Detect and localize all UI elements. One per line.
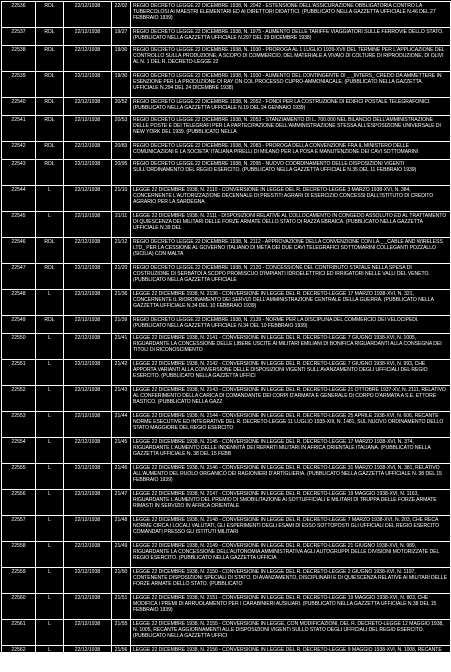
record-date: 22/12/1938 [64, 542, 112, 568]
record-page: 21/36 [112, 290, 131, 316]
record-page: 21/42 [112, 360, 131, 386]
record-date: 22/12/1938 [64, 646, 112, 672]
table-row [2, 568, 451, 594]
record-type: RDL [36, 264, 64, 290]
table-row [2, 360, 451, 386]
record-page: 20/95 [112, 160, 131, 186]
record-date: 22/12/1938 [64, 568, 112, 594]
record-number: 22553 [2, 412, 36, 438]
record-description: LEGGE 22 DICEMBRE 1938, N. 2111 - DISPOSIZIONI RELATIVE AL COLLOCAMENTO IN CONGEDO ASSOLUTO ED AL TRATTAMENTO DI QUIESCENZA DEI MILITARI DELLE FORZE ARMATE DELLO STATO DI RAZZA EBRAICA. (PUBBLICATO NELLA GAZZETTA UFFICIALE N.39 DEL [131, 212, 451, 238]
record-number: 22544 [2, 186, 36, 212]
record-type: RDL [36, 28, 64, 46]
record-page: 21/46 [112, 464, 131, 490]
record-description: REGIO DECRETO LEGGE 22 DICEMBRE 1938, N. 2052 - FONDI PER LA COSTRUZIONE DI EDIFICI POSTALE TELEGRAFONICI. (PUBBLICATO NELLA GAZZETTA UFFICIALE N.19 DEL 24 GENNAIO 1939) [131, 98, 451, 116]
record-type: RDL [36, 160, 64, 186]
record-number: 22550 [2, 334, 36, 360]
record-description: LEGGE 22 DICEMBRE 1938, N. 2147 - CONVERSIONE IN LEGGE DEL R. DECRETO-LEGGE 19 MAGGIO 1938-XVI, N. 1163, RIGUARDANTE L'AUMENTO DEL PREMIO DI SMOBILITAZIONE AI SOTTUFFICIALI E MILITARI DI TRUPPA DELLE FORZE ARMATE RIMASTI IN SERVIZIO IN AFRICA ORIENTALE [131, 490, 451, 516]
record-number: 22559 [2, 568, 36, 594]
record-type: L [36, 386, 64, 412]
record-type: L [36, 334, 64, 360]
record-number: 22540 [2, 98, 36, 116]
record-description: LEGGE 22 DICEMBRE 1938, N. 2141 - CONVERSIONE IN LEGGE DEL R. DECRETO-LEGGE 7 GIUGNO 1938-XVI, N. 1005, RIGUARDANTE LA CONCESSIONE DELLE LIBERE USCITE AI MILITARI EMILIANI DI BONIFICA RIGUARDANTI ALLA CONSEGNA DEI TITOLI DI RICONOSCIMENTO [131, 334, 451, 360]
record-date: 22/12/1938 [64, 360, 112, 386]
record-page: 21/43 [112, 386, 131, 412]
table-row [2, 290, 451, 316]
record-date: 22/12/1938 [64, 212, 112, 238]
record-date: 22/12/1938 [64, 412, 112, 438]
record-type: L [36, 212, 64, 238]
record-date: 22/12/1938 [64, 386, 112, 412]
record-type: RDL [36, 2, 64, 28]
record-number: 22560 [2, 594, 36, 620]
record-description: LEGGE 22 DICEMBRE 1938, N. 2110 - CONVERSIONE IN LEGGE DEL R. DECRETO-LEGGE 3 MARZO 1938-XVI, N. 384, CONCERNENTE L'AUTORIZZAZIONE DECENNALE DI PRESTITI AGRARI DI ESERCIZIO CONCESSI DALL'ISTITUTO DI CREDITO AGRARIO PER LA SARDEGNA [131, 186, 451, 212]
record-date: 22/12/1938 [64, 464, 112, 490]
record-description: LEGGE 22 DICEMBRE 1938, N. 2155 - CONVERSIONE IN LEGGE, CON MODIFICAZIONI, DEL R. DECRETO-LEGGE 12 MAGGIO 1938, N. 1005, RECANTE AGGIORNAMENTI ALLE DISPOSIZIONI VIGENTI SULLO STATO DEGLI UFFICIALI DEL REGIO ESERCITO. (PUBBLICATO NELLA GAZZETTA UFFICI [131, 620, 451, 646]
record-description: LEGGE 22 DICEMBRE 1938, N. 2149 - CONVERSIONE IN LEGGE DEL R. DECRETO-LEGGE 21 GIUGNO 1938-XVI, N. 989, RIGUARDANTE LA CONCESSIONE DELL'AUTONOMIA AMMINISTRATIVA AGLI AUTOGRUPPI DELLE DIVISIONI MOTORIZZATE DEL REGIO ESERCITO. (PUBBLICATO NELLA GAZZETTA UFFICIA [131, 542, 451, 568]
record-type: L [36, 360, 64, 386]
record-number: 22543 [2, 160, 36, 186]
record-number: 22554 [2, 438, 36, 464]
record-date: 22/12/1938 [64, 160, 112, 186]
table-row [2, 28, 451, 46]
record-type: L [36, 516, 64, 542]
record-description: REGIO DECRETO LEGGE 22 DICEMBRE 1938, N. 2120 - CONCESSIONE DEL CONTRIBUTO STATALE NELLA SPESA DI COSTRUZIONE DI SERBATOI A SCOPO PROMISCUO D'IMPIANTI IDROELETTRICI ED IRRIGATORI NELLE VALLI DEL VENETO. (PUBBLICATO NELLA GAZZETTA UFFICIALE [131, 264, 451, 290]
table-row [2, 116, 451, 142]
record-date: 22/12/1938 [64, 46, 112, 72]
record-type: L [36, 542, 64, 568]
table-row [2, 160, 451, 186]
record-number: 22556 [2, 490, 36, 516]
record-type: L [36, 438, 64, 464]
record-page: 21/49 [112, 542, 131, 568]
table-row [2, 316, 451, 334]
record-description: REGIO DECRETO LEGGE 22 DICEMBRE 1938, N. 2083 - PROROGA DELLA CONVENZIONE FRA IL MINISTERO DELLE COMUNICAZIONI E LA SOCIETA' ITALIANA PIRELLI DI MILANO PER LA POSA E MANUTENZIONE DEI CAVI SOTTOMARINI [131, 142, 451, 160]
record-date: 22/12/1938 [64, 2, 112, 28]
table-row [2, 212, 451, 238]
table-row [2, 412, 451, 438]
record-number: 22558 [2, 542, 36, 568]
record-type: RDL [36, 142, 64, 160]
record-type: RDL [36, 46, 64, 72]
table-row [2, 46, 451, 72]
record-page: 21/47 [112, 490, 131, 516]
record-date: 22/12/1938 [64, 334, 112, 360]
record-number: 22562 [2, 646, 36, 672]
record-page: 21/20 [112, 264, 131, 290]
record-description: LEGGE 22 DICEMBRE 1938, N. 2142 - CONVERSIONE IN LEGGE DEL R. DECRETO-LEGGE 7 GIUGNO 1938-XVI, N. 993, CHE APPORTA VARIANTI ALLA CONVERSIONE DELLE DISPOSIZIONI VIGENTI SULL'AVANZAMENTO DEGLI UFFICIALI DEL REGIO ESERCITO. (PUBBLICATO NELLA GAZZETTA UFFICI [131, 360, 451, 386]
record-type: RDL [36, 72, 64, 98]
record-description: REGIO DECRETO LEGGE 22 DICEMBRE 1938, N. 1930 - PROROGA AL 1 LUGLIO 1939-XVII DEL TERMINE PER L'APPLICAZIONE DEL CONTROLLO SULLA PRODUZIONE, A SCOPO DI COMMERCIO, DEL MATERIALE A VIVAIO DI COLTURE DI RIPRODUZIONE, DI OLIVI AL N. 1 DEL R. DECRETO-LEGGE 22 [131, 46, 451, 72]
record-page: 21/51 [112, 594, 131, 620]
table-row [2, 142, 451, 160]
record-date: 22/12/1938 [64, 98, 112, 116]
record-number: 22561 [2, 620, 36, 646]
record-page: 20/53 [112, 116, 131, 142]
record-description: LEGGE 22 DICEMBRE 1938, N. 2146 - CONVERSIONE IN LEGGE DEL R. DECRETO-LEGGE 31 MARZO 1938-XVI, N. 381, RELATIVO ALL'AUMENTO DEL RUOLO ORGANICO DEI RAGIONIERI D'ARTIGLIERIA. (PUBBLICATO NELLA GAZZETTA UFFICIALE N. 38 DEL 15 FEBBRAIO 1939) [131, 464, 451, 490]
table-row [2, 438, 451, 464]
record-page: 20/83 [112, 142, 131, 160]
record-type: L [36, 646, 64, 672]
record-date: 22/12/1938 [64, 438, 112, 464]
record-description: REGIO DECRETO LEGGE 22 DICEMBRE 1938, N. 1975 - AUMENTO DELLE TARIFFE VIAGGIATORI SULLE FERROVIE DELLO STATO. (PUBBLICATO NELLA GAZZETTA UFFICIALE N.297 DEL 29 DICEMBRE 1938) [131, 28, 451, 46]
table-row [2, 186, 451, 212]
record-number: 22548 [2, 290, 36, 316]
table-row [2, 386, 451, 412]
record-number: 22551 [2, 360, 36, 386]
table-row [2, 334, 451, 360]
table-row [2, 464, 451, 490]
record-date: 22/12/1938 [64, 238, 112, 264]
record-type: L [36, 186, 64, 212]
record-type: L [36, 594, 64, 620]
record-number: 22557 [2, 516, 36, 542]
record-page: 21/56 [112, 646, 131, 672]
record-page: 19/30 [112, 46, 131, 72]
record-type: L [36, 568, 64, 594]
record-date: 22/12/1938 [64, 316, 112, 334]
register-body [2, 2, 451, 672]
record-number: 22546 [2, 238, 36, 264]
record-page: 21/39 [112, 316, 131, 334]
record-date: 22/12/1938 [64, 116, 112, 142]
record-description: REGIO DECRETO LEGGE 22 DICEMBRE 1938, N. 2053 - STANZIAMENTO DI L. 700.000 NEL BILANCIO DELL'AMMINISTRAZIONE DELLE POSTE E DEI TELEGRAFI PER LA PARTECIPAZIONE DELL'AMMINISTRAZIONE STESSA ALL'ESPOSIZIONE UNIVERSALE DI NEW YORK DEL 1939. (PUBBLICATO NELLA [131, 116, 451, 142]
record-type: L [36, 412, 64, 438]
record-description: REGIO DECRETO LEGGE 22 DICEMBRE 1938, N. 2112 - APPROVAZIONE DELLA CONVENZIONE CON LA _ _CABLE AND WIRELESS LTD_ PER LA CESSIONE AL GOVERNO ITALIANO DI METÀ DEI DUE CAVI TELEGRAFICI SOTTOMARINI COLLEGANTI POZZALLO (SICILIA) CON MALTA [131, 238, 451, 264]
record-page: 21/55 [112, 620, 131, 646]
record-date: 22/12/1938 [64, 594, 112, 620]
record-type: RDL [36, 238, 64, 264]
record-date: 22/12/1938 [64, 28, 112, 46]
record-date: 22/12/1938 [64, 620, 112, 646]
record-page: 19/27 [112, 28, 131, 46]
record-page: 21/45 [112, 438, 131, 464]
record-number: 22545 [2, 212, 36, 238]
record-description: LEGGE 22 DICEMBRE 1938, N. 2156 - CONVERSIONE IN LEGGE DEL R. DECRETO-LEGGE 9 MAGGIO 1938-XVI, N. 1008, RECANTE AGGIORNAMENTI ALLE DISPOSIZIONI VIGENTI SULL'AVANZAMENTO DEGLI UFFICIALI DEL REGIO ESERCITO. (PUBBLICATO NELLA GAZZETTA UFFICIALE N.40 DEL 17 [131, 646, 451, 672]
record-date: 22/12/1938 [64, 264, 112, 290]
table-row [2, 646, 451, 672]
record-page: 21/10 [112, 186, 131, 212]
record-number: 22538 [2, 46, 36, 72]
record-description: REGIO DECRETO LEGGE 22 DICEMBRE 1938, N. 2139 - NORME PER LA DISCIPLINA DEL COMMERCIO DEI VELOCIPEDI. (PUBBLICATO NELLA GAZZETTA UFFICIALE N.34 DEL 10 FEBBRAIO 1939) [131, 316, 451, 334]
record-number: 22539 [2, 72, 36, 98]
record-description: REGIO DECRETO LEGGE 22 DICEMBRE 1938, N. 1930 - AUMENTO DEL CONTINGENTE DI _ _INTERS_ CREDO DA AMMETTERE IN ESENZIONE PER LA PRODUZIONE DI RAY ON COL PROCESSO CUPRO-AMMONIACALE. (PUBBLICATO NELLA GAZZETTA UFFICIALE N.294 DEL 24 DICEMBRE 1938) [131, 72, 451, 98]
table-row [2, 594, 451, 620]
record-number: 22541 [2, 116, 36, 142]
record-type: RDL [36, 316, 64, 334]
decree-register-table [1, 1, 451, 672]
table-row [2, 490, 451, 516]
record-type: L [36, 620, 64, 646]
record-page: 21/11 [112, 212, 131, 238]
record-description: LEGGE 22 DICEMBRE 1938, N. 2151 - CONVERSIONE IN LEGGE DEL R. DECRETO-LEGGE 19 MAGGIO 1938-XVI, N. 803, CHE MODIFICA I PREMI DI ARRUOLAMENTO PER I CARABINIERI AUSILIARI. (PUBBLICATO NELLA GAZZETTA UFFICIALE N.38 DEL 15 FEBBRAIO 1939) [131, 594, 451, 620]
record-type: RDL [36, 116, 64, 142]
record-date: 22/12/1938 [64, 72, 112, 98]
table-row [2, 72, 451, 98]
record-page: 21/41 [112, 334, 131, 360]
table-row [2, 98, 451, 116]
record-number: 22542 [2, 142, 36, 160]
record-page: 22/02 [112, 2, 131, 28]
record-date: 22/12/1938 [64, 490, 112, 516]
table-row [2, 620, 451, 646]
record-number: 22555 [2, 464, 36, 490]
record-description: REGIO DECRETO LEGGE 22 DICEMBRE 1938, N. 2042 - ESTENSIONE DELL'ASSICURAZIONE OBBLIGATORIA CONTRO LA TUBERCOLOSI AI MAESTRI ELEMENTARI ED AI DIRETTORI DIDATTICI. (PUBBLICATO NELLA GAZZETTA UFFICIALE N.46 DEL 27 FEBBRAIO 1939) [131, 2, 451, 28]
record-number: 22549 [2, 316, 36, 334]
table-row [2, 264, 451, 290]
record-date: 22/12/1938 [64, 186, 112, 212]
record-description: LEGGE 22 DICEMBRE 1938, N. 2145 - CONVERSIONE IN LEGGE DEL R. DECRETO-LEGGE 17 MARZO 1938-XVI, N. 374, RIGUARDANTE L'AUMENTO DELLE INDENNITÀ DEI REPARTI MILITARI IN AFRICA ORIENTALE ITALIANA. (PUBBLICATO NELLA GAZZETTA UFFICIALE N. 38 DEL 15 FEBB [131, 438, 451, 464]
record-description: LEGGE 22 DICEMBRE 1938, N. 2143 - CONVERSIONE IN LEGGE DEL R. DECRETO-LEGGE 21 OTTOBRE 1937-XV, N. 2111, RELATIVO AL CONFERIMENTO DELLA CARICA DI COMANDANTE DEI CORPI D'ARMATA E GENERALE DI CORPO D'ARMATA A S.E. ETTORE BASTICO. (PUBBLICATO NELLA GAZZ [131, 386, 451, 412]
record-type: L [36, 290, 64, 316]
record-page: 21/12 [112, 238, 131, 264]
record-number: 22536 [2, 2, 36, 28]
record-description: LEGGE 22 DICEMBRE 1938, N. 2150 - CONVERSIONE IN LEGGE DEL R. DECRETO-LEGGE 2 GIUGNO 1938-XVI, N. 1197, CONTENENTE DISPOSIZIONI SPECIALI DI STATO, DI AVANZAMENTO, DISCIPLINARI E DI QUIESCENZA RELATIVE AI MILITARI DELLE FORZE ARMATE DELLO STATO. (PUBBLICATO [131, 568, 451, 594]
record-description: LEGGE 22 DICEMBRE 1938, N. 2148 - CONVERSIONE IN LEGGE DEL R. DECRETO-LEGGE 7 MARZO 1938-XVI, N. 203, CHE RECA NORME CIRCA I LOCALI VALUTATI, GLI ESPERIMENTI DEGLI ESAMI DI ESSO SOTTOPOSTI GLI UFFICIALI DEL REGIO ESERCITO COMANDATI PRESSO GLI ISTITUTI MILITARI [131, 516, 451, 542]
record-number: 22552 [2, 386, 36, 412]
table-row [2, 2, 451, 28]
record-page: 21/50 [112, 568, 131, 594]
record-page: 20/52 [112, 98, 131, 116]
record-page: 21/48 [112, 516, 131, 542]
record-page: 19/30 [112, 72, 131, 98]
record-type: L [36, 464, 64, 490]
record-date: 22/12/1938 [64, 142, 112, 160]
table-row [2, 516, 451, 542]
record-page: 21/44 [112, 412, 131, 438]
record-date: 22/12/1938 [64, 516, 112, 542]
record-date: 22/12/1938 [64, 290, 112, 316]
record-number: 22547 [2, 264, 36, 290]
record-type: RDL [36, 98, 64, 116]
record-description: REGIO DECRETO LEGGE 22 DICEMBRE 1938, N. 2095 - NUOVO COORDINAMENTO DELLE DISPOSIZIONI VIGENTI SULL'ORDINAMENTO DEL REGIO ESERCITO. (PUBBLICATO NELLA GAZZETTA UFFICIALE N.35 DEL 11 FEBBRAIO 1939) [131, 160, 451, 186]
record-description: LEGGE 22 DICEMBRE 1938, N. 2144 - CONVERSIONE IN LEGGE DEL R. DECRETO-LEGGE 25 APRILE 1938-XVI, N. 606, RECANTE NORME ESECUTIVE ED INTEGRATIVE DEL R. DECRETO-LEGGE 11 LUGLIO 1935-XIII, N. 1481, SUL NUOVO ORDINAMENTO DELLO STATO MAGGIORE DEL REGIO ESERCITO [131, 412, 451, 438]
record-type: L [36, 490, 64, 516]
record-number: 22537 [2, 28, 36, 46]
table-row [2, 238, 451, 264]
record-description: LEGGE 22 DICEMBRE 1938, N. 2136 - CONVERSIONE IN LEGGE DEL R. DECRETO-LEGGE 17 MARZO 1938-XVI, N. 321, CONCERNENTE IL RIORDINAMENTO DEI SERVIZI DELL'AMMINISTRAZIONE CENTRALE DELLA GUERRA. (PUBBLICATO NELLA GAZZETTA UFFICIALE N.34 DEL 10 FEBBRAIO 1939) [131, 290, 451, 316]
table-row [2, 542, 451, 568]
